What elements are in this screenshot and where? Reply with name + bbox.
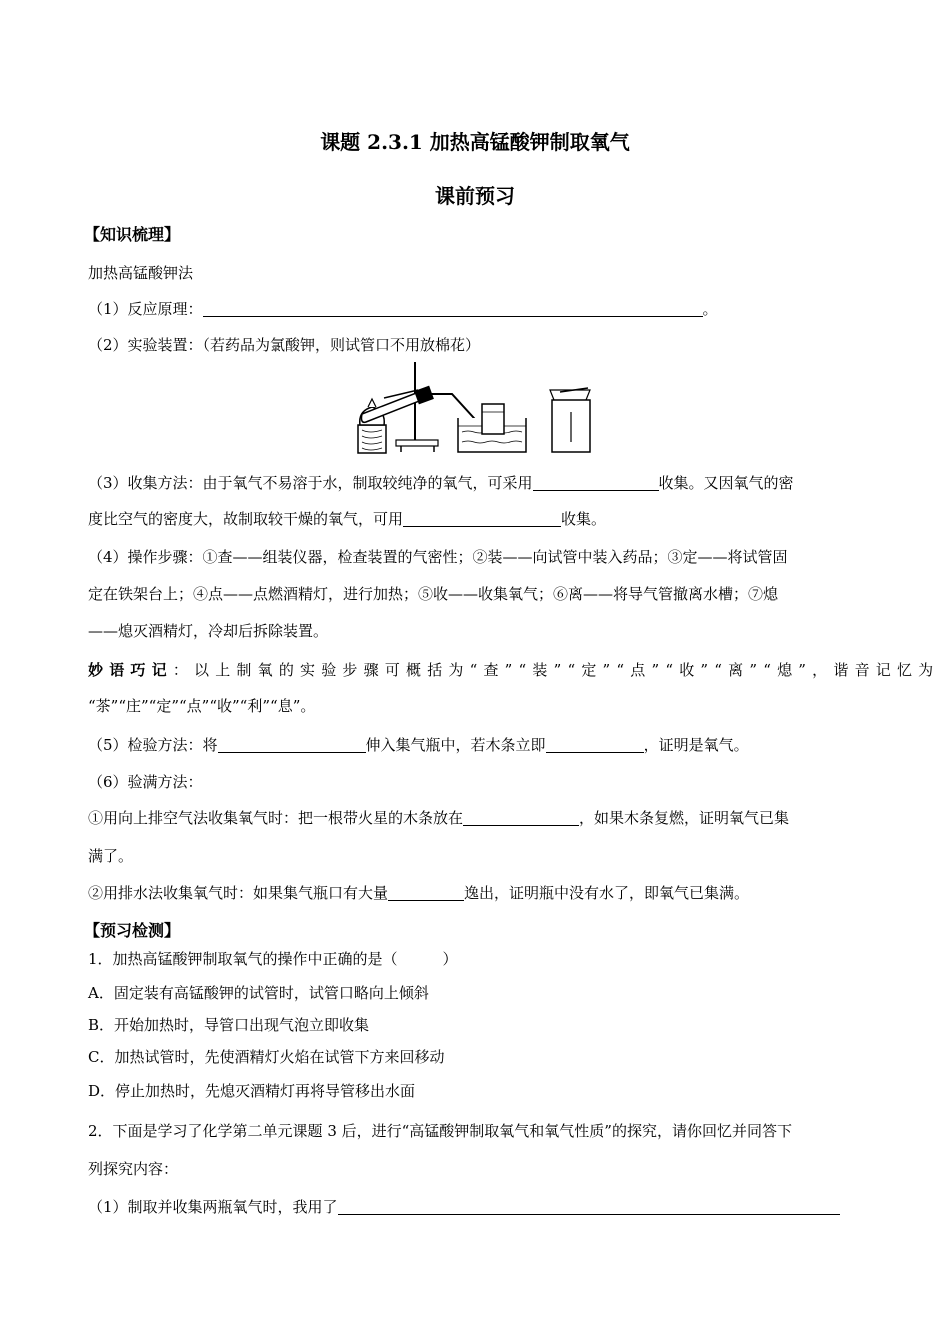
collection-blank-2[interactable] [403, 510, 561, 527]
question-2-line-1: 2．下面是学习了化学第二单元课题 3 后，进行“高锰酸钾制取氧气和氧气性质”的探究，请你回忆并同答下 [88, 1122, 792, 1140]
test-blank-1[interactable] [218, 736, 366, 753]
full-check-line-1: ①用向上排空气法收集氧气时：把一根带火星的木条放在 ，如果木条复燃，证明氧气已集 [88, 809, 790, 827]
question-2-blank[interactable] [338, 1198, 840, 1215]
option-a[interactable]: A．固定装有高锰酸钾的试管时，试管口略向上倾斜 [88, 984, 429, 1002]
collection-method-line-2: 度比空气的密度大，故制取较干燥的氧气，可用 收集。 [88, 510, 607, 528]
memory-tip-line-2: “茶”“庄”“定”“点”“收”“利”“息”。 [88, 697, 316, 715]
test-method-line: （5）检验方法：将 伸入集气瓶中，若木条立即 ，证明是氧气。 [88, 736, 749, 754]
question-2-part-1: （1）制取并收集两瓶氧气时，我用了 [88, 1196, 840, 1217]
test-blank-2[interactable] [546, 736, 644, 753]
reaction-blank[interactable] [203, 300, 703, 317]
section-heading-pretest: 【预习检测】 [84, 921, 181, 940]
question-1: 1．加热高锰酸钾制取氧气的操作中正确的是（ ） [88, 950, 458, 968]
full-check-blank-1[interactable] [463, 809, 579, 826]
steps-line-1: （4）操作步骤：①查——组装仪器，检查装置的气密性；②装——向试管中装入药品；③定——将试管固 [88, 548, 788, 566]
page-subtitle: 课前预习 [435, 184, 515, 208]
option-d[interactable]: D．停止加热时，先熄灭酒精灯再将导管移出水面 [88, 1082, 416, 1100]
method-heading: 加热高锰酸钾法 [88, 264, 194, 282]
steps-line-2: 定在铁架台上；④点——点燃酒精灯，进行加热；⑤收——收集氧气；⑥离——将导气管撤离水槽；⑦熄 [88, 585, 779, 603]
collection-method-line-1: （3）收集方法：由于氧气不易溶于水，制取较纯净的氧气，可采用 收集。又因氧气的密 [88, 474, 794, 492]
option-c[interactable]: C．加热试管时，先使酒精灯火焰在试管下方来回移动 [88, 1048, 445, 1066]
full-check-heading: （6）验满方法： [88, 773, 203, 791]
apparatus-diagram-icon [354, 360, 604, 455]
question-2-line-2: 列探究内容： [88, 1160, 179, 1178]
collection-blank-1[interactable] [533, 474, 659, 491]
full-check-blank-2[interactable] [388, 884, 464, 901]
option-b[interactable]: B．开始加热时，导管口出现气泡立即收集 [88, 1016, 370, 1034]
full-check-line-2: 满了。 [88, 847, 134, 865]
apparatus-line: （2）实验装置：（若药品为氯酸钾，则试管口不用放棉花） [88, 336, 481, 354]
memory-tip-line-1: 妙语巧记：以上制氧的实验步骤可概括为“查”“装”“定”“点”“收”“离”“熄”，谐音记忆为 [88, 661, 940, 679]
full-check-line-3: ②用排水法收集氧气时：如果集气瓶口有大量 逸出，证明瓶中没有水了，即氧气已集满。 [88, 884, 750, 902]
page-title: 课题 2.3.1 加热高锰酸钾制取氧气 [320, 130, 630, 154]
steps-line-3: ——熄灭酒精灯，冷却后拆除装置。 [88, 622, 329, 640]
section-heading-knowledge: 【知识梳理】 [84, 225, 181, 244]
reaction-principle: （1）反应原理： 。 [88, 300, 718, 318]
